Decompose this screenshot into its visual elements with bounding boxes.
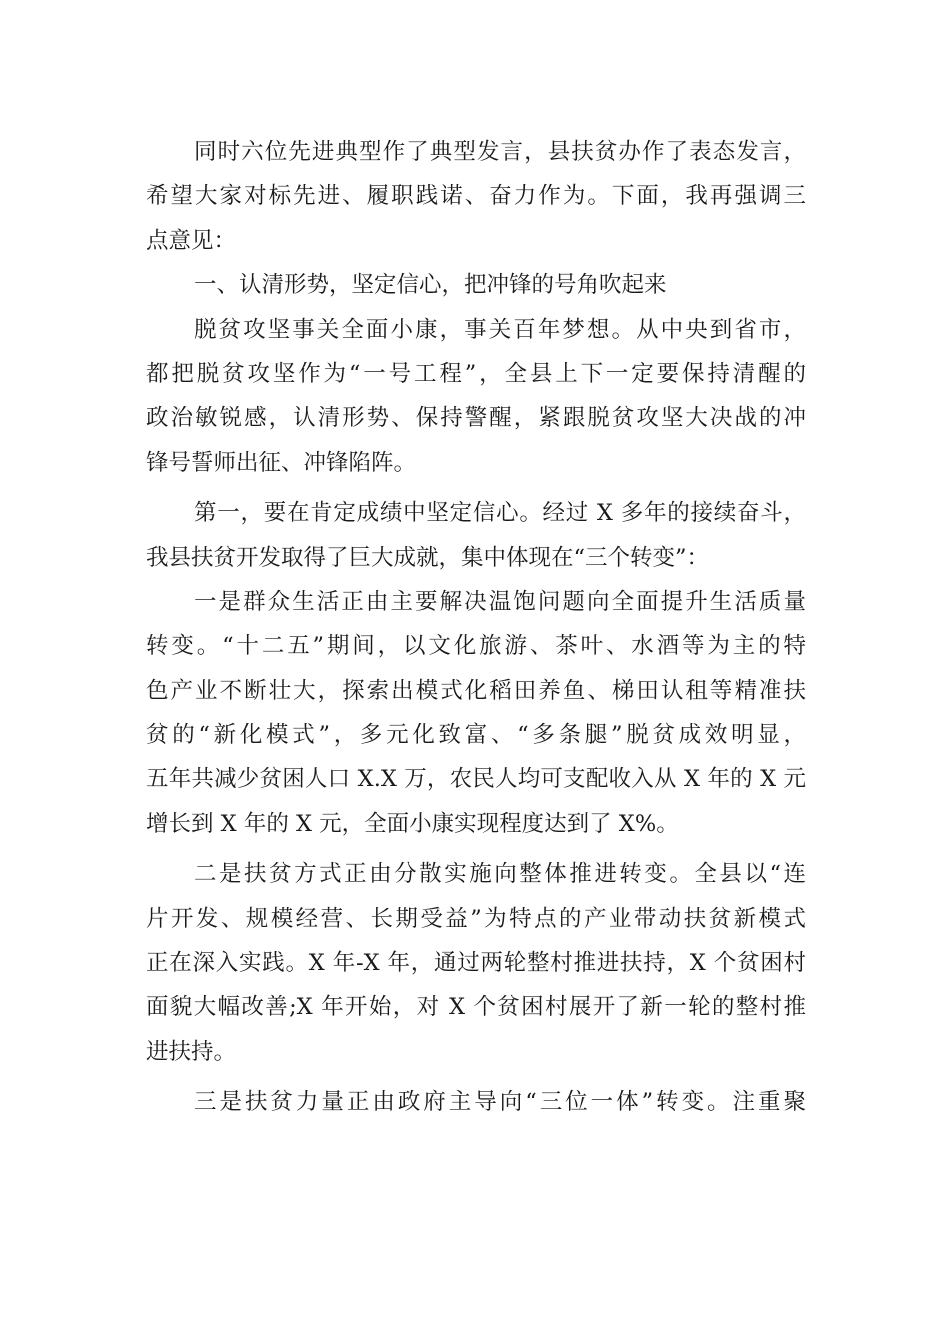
paragraph-line: 面貌大幅改善;X 年开始，对 X 个贫困村展开了新一轮的整村推 [146, 994, 806, 1021]
paragraph-line: 同时六位先进典型作了典型发言，县扶贫办作了表态发言， [194, 139, 806, 165]
paragraph-line: 点意见： [146, 227, 237, 254]
paragraph-line: 脱贫攻坚事关全面小康，事关百年梦想。从中央到省市， [194, 316, 806, 343]
paragraph-line: 转变。“十二五”期间，以文化旅游、茶叶、水酒等为主的特 [146, 633, 806, 660]
paragraph-line: 第一，要在肯定成绩中坚定信心。经过 X 多年的接续奋斗， [194, 500, 806, 527]
paragraph-line: 都把脱贫攻坚作为“一号工程”，全县上下一定要保持清醒的 [146, 360, 806, 387]
paragraph-line: 正在深入实践。X 年-X 年，通过两轮整村推进扶持，X 个贫困村 [146, 950, 806, 977]
paragraph-line: 增长到 X 年的 X 元，全面小康实现程度达到了 X%。 [146, 810, 679, 837]
paragraph-line: 进扶持。 [146, 1038, 237, 1065]
paragraph-line: 片开发、规模经营、长期受益”为特点的产业带动扶贫新模式 [146, 905, 806, 932]
paragraph-line: 三是扶贫力量正由政府主导向“三位一体”转变。注重聚 [194, 1089, 806, 1116]
paragraph-line: 希望大家对标先进、履职践诺、奋力作为。下面，我再强调三 [146, 183, 806, 210]
paragraph-line: 二是扶贫方式正由分散实施向整体推进转变。全县以“连 [194, 861, 806, 888]
paragraph-line: 五年共减少贫困人口 X.X 万，农民人均可支配收入从 X 年的 X 元 [146, 766, 806, 793]
paragraph-line: 一是群众生活正由主要解决温饱问题向全面提升生活质量 [194, 588, 806, 615]
paragraph-line: 锋号誓师出征、冲锋陷阵。 [146, 449, 417, 476]
paragraph-line: 政治敏锐感，认清形势、保持警醒，紧跟脱贫攻坚大决战的冲 [146, 405, 806, 432]
paragraph-line: 色产业不断壮大，探索出模式化稻田养鱼、梯田认租等精准扶 [146, 677, 806, 704]
document-body [146, 130, 806, 1125]
paragraph-line: 我县扶贫开发取得了巨大成就，集中体现在“三个转变”： [146, 544, 710, 571]
section-heading: 一、认清形势，坚定信心，把冲锋的号角吹起来 [194, 272, 667, 299]
paragraph-line: 贫的“新化模式”，多元化致富、“多条腿”脱贫成效明显， [146, 722, 806, 749]
